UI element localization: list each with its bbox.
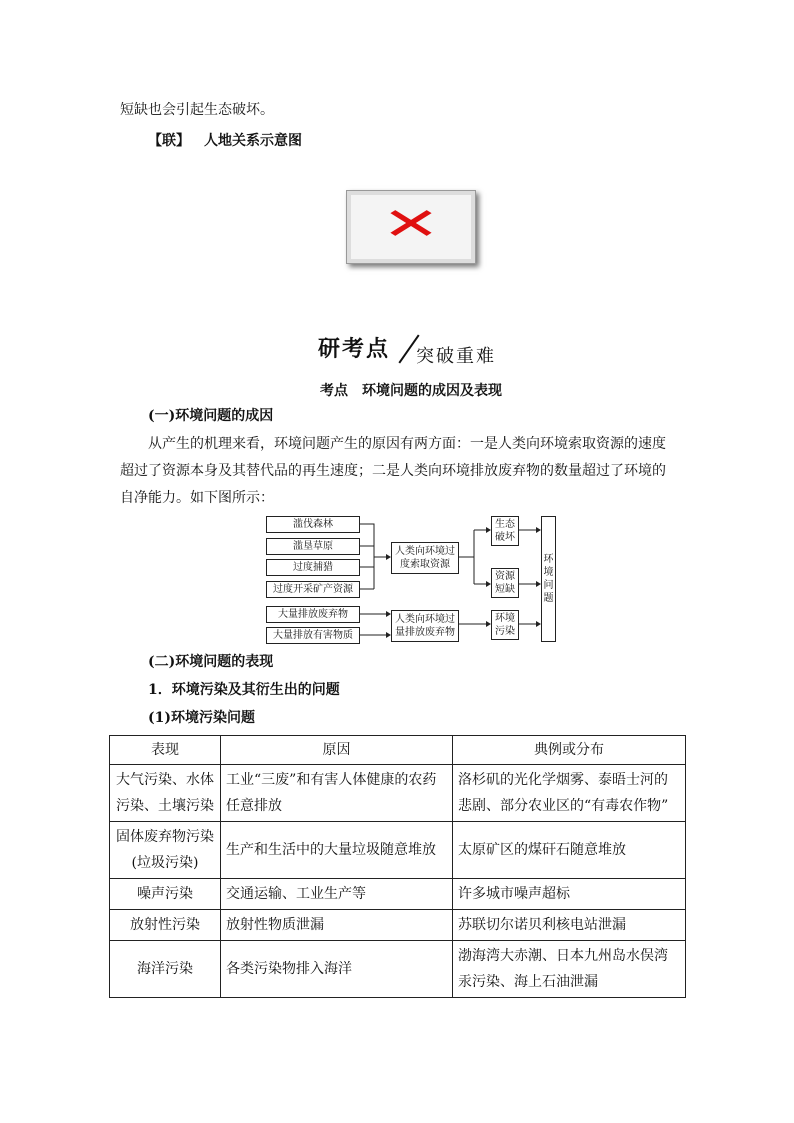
- cause-box: 滥伐森林: [266, 516, 360, 533]
- section2-heading: (二)环境问题的表现: [148, 654, 274, 670]
- mid-box-waste: 人类向环境过量排放废弃物: [391, 610, 459, 642]
- section2-sub1: 1．环境污染及其衍生出的问题: [148, 682, 340, 698]
- table-row: [110, 765, 686, 822]
- table-cell-cause: 各类污染物排入海洋: [221, 941, 453, 998]
- broken-image-placeholder: [346, 190, 476, 264]
- table-header-row: [110, 736, 686, 765]
- table-row: [110, 941, 686, 998]
- table-cell-cause: 工业“三废”和有害人体健康的农药任意排放: [221, 765, 453, 822]
- section2-sub2: (1)环境污染问题: [148, 710, 255, 726]
- table-cell-cause: 交通运输、工业生产等: [221, 879, 453, 910]
- table-cell-example: 许多城市噪声超标: [453, 879, 686, 910]
- table-cell-example: 渤海湾大赤潮、日本九州岛水俣湾汞污染、海上石油泄漏: [453, 941, 686, 998]
- section1-para-line2: 超过了资源本身及其替代品的再生速度；二是人类向环境排放废弃物的数量超过了环境的: [120, 463, 666, 479]
- effect-box: 环境污染: [491, 610, 519, 640]
- cause-box: 过度捕猎: [266, 559, 360, 576]
- table-cell-cause: 生产和生活中的大量垃圾随意堆放: [221, 822, 453, 879]
- table-cell-example: 苏联切尔诺贝利核电站泄漏: [453, 910, 686, 941]
- pollution-table: [109, 735, 686, 998]
- table-row: [110, 822, 686, 879]
- table-header-cell: 原因: [221, 736, 453, 765]
- cause-box: 滥垦草原: [266, 538, 360, 555]
- section1-para-line3: 自净能力。如下图所示：: [120, 490, 274, 506]
- table-cell-type: 放射性污染: [110, 910, 221, 941]
- table-header-cell: 表现: [110, 736, 221, 765]
- table-cell-example: 太原矿区的煤矸石随意堆放: [453, 822, 686, 879]
- cause-box: 大量排放有害物质: [266, 627, 360, 644]
- result-box: 环境问题: [541, 516, 556, 642]
- section1-heading: (一)环境问题的成因: [148, 408, 274, 424]
- broken-image-icon: ✕: [381, 199, 441, 250]
- table-header-cell: 典例或分布: [453, 736, 686, 765]
- section-banner: [318, 330, 518, 370]
- banner-right-text: 突破重难: [416, 346, 496, 367]
- table-cell-example: 洛杉矶的光化学烟雾、泰晤士河的悲剧、部分农业区的“有毒农作物”: [453, 765, 686, 822]
- banner-left-text: 研考点: [318, 337, 391, 362]
- mid-box-resources: 人类向环境过度索取资源: [391, 542, 459, 574]
- table-cell-type: 噪声污染: [110, 879, 221, 910]
- effect-box: 资源短缺: [491, 568, 519, 598]
- cause-box: 大量排放废弃物: [266, 606, 360, 623]
- cause-diagram: [266, 514, 556, 646]
- link-title: 人地关系示意图: [204, 133, 302, 149]
- table-cell-type: 大气污染、水体污染、土壤污染: [110, 765, 221, 822]
- link-tag: 【联】: [148, 133, 190, 149]
- effect-box: 生态破坏: [491, 516, 519, 546]
- intro-line: 短缺也会引起生态破坏。: [120, 102, 274, 118]
- table-cell-cause: 放射性物质泄漏: [221, 910, 453, 941]
- cause-box: 过度开采矿产资源: [266, 581, 360, 598]
- table-cell-type: 固体废弃物污染(垃圾污染): [110, 822, 221, 879]
- table-row: [110, 879, 686, 910]
- section1-para-line1: 从产生的机理来看，环境问题产生的原因有两方面：一是人类向环境索取资源的速度: [148, 436, 666, 452]
- kaodian-title: 环境问题的成因及表现: [362, 383, 502, 399]
- table-row: [110, 910, 686, 941]
- kaodian-label: 考点: [320, 383, 348, 399]
- table-cell-type: 海洋污染: [110, 941, 221, 998]
